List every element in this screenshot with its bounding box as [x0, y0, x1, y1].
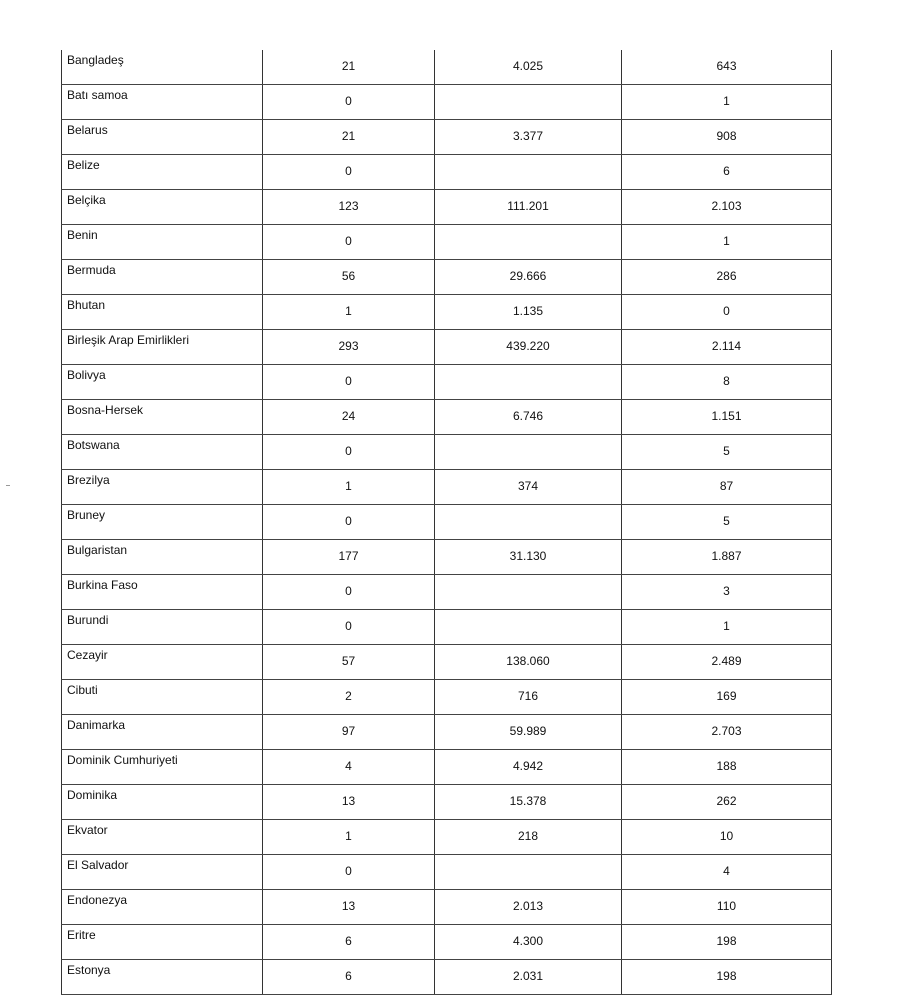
- value-cell-1: 0: [263, 225, 435, 260]
- value-cell-2: 31.130: [435, 540, 622, 575]
- value-cell-3: 1: [622, 225, 832, 260]
- value-cell-3: 188: [622, 750, 832, 785]
- country-cell: Eritre: [62, 925, 263, 960]
- country-cell: Endonezya: [62, 890, 263, 925]
- value-cell-3: 5: [622, 505, 832, 540]
- value-cell-2: 374: [435, 470, 622, 505]
- table-row: [62, 155, 832, 190]
- value-cell-3: 286: [622, 260, 832, 295]
- value-cell-3: 2.114: [622, 330, 832, 365]
- value-cell-2: [435, 855, 622, 890]
- value-cell-3: 2.703: [622, 715, 832, 750]
- table-row: [62, 435, 832, 470]
- country-cell: Belize: [62, 155, 263, 190]
- country-cell: Cezayir: [62, 645, 263, 680]
- table-row: [62, 260, 832, 295]
- value-cell-3: 1.887: [622, 540, 832, 575]
- value-cell-2: 1.135: [435, 295, 622, 330]
- value-cell-3: 0: [622, 295, 832, 330]
- table-row: [62, 820, 832, 855]
- value-cell-2: [435, 435, 622, 470]
- value-cell-1: 13: [263, 785, 435, 820]
- value-cell-2: [435, 610, 622, 645]
- value-cell-1: 6: [263, 960, 435, 995]
- table-row: [62, 715, 832, 750]
- value-cell-3: 2.103: [622, 190, 832, 225]
- country-cell: Ekvator: [62, 820, 263, 855]
- value-cell-3: 643: [622, 50, 832, 85]
- value-cell-2: 138.060: [435, 645, 622, 680]
- country-cell: Botswana: [62, 435, 263, 470]
- table-row: [62, 330, 832, 365]
- value-cell-3: 1: [622, 85, 832, 120]
- value-cell-1: 1: [263, 295, 435, 330]
- value-cell-1: 0: [263, 505, 435, 540]
- value-cell-1: 0: [263, 610, 435, 645]
- country-cell: Birleşik Arap Emirlikleri: [62, 330, 263, 365]
- value-cell-1: 2: [263, 680, 435, 715]
- value-cell-2: 4.300: [435, 925, 622, 960]
- country-cell: Bolivya: [62, 365, 263, 400]
- table-row: [62, 190, 832, 225]
- table-row: [62, 50, 832, 85]
- table-row: [62, 400, 832, 435]
- value-cell-1: 0: [263, 155, 435, 190]
- value-cell-3: 908: [622, 120, 832, 155]
- value-cell-3: 1.151: [622, 400, 832, 435]
- value-cell-3: 87: [622, 470, 832, 505]
- value-cell-1: 0: [263, 365, 435, 400]
- value-cell-2: 6.746: [435, 400, 622, 435]
- value-cell-2: 716: [435, 680, 622, 715]
- value-cell-2: 15.378: [435, 785, 622, 820]
- table-row: [62, 120, 832, 155]
- country-cell: Belarus: [62, 120, 263, 155]
- table-row: [62, 85, 832, 120]
- value-cell-2: 111.201: [435, 190, 622, 225]
- value-cell-1: 0: [263, 435, 435, 470]
- table-row: [62, 540, 832, 575]
- value-cell-1: 56: [263, 260, 435, 295]
- table-row: [62, 610, 832, 645]
- table-row: [62, 855, 832, 890]
- value-cell-1: 0: [263, 575, 435, 610]
- table-row: [62, 645, 832, 680]
- table-row: [62, 365, 832, 400]
- country-cell: Belçika: [62, 190, 263, 225]
- country-cell: Bermuda: [62, 260, 263, 295]
- value-cell-2: 218: [435, 820, 622, 855]
- country-cell: Estonya: [62, 960, 263, 995]
- value-cell-3: 169: [622, 680, 832, 715]
- country-cell: Bhutan: [62, 295, 263, 330]
- value-cell-1: 6: [263, 925, 435, 960]
- country-cell: Brezilya: [62, 470, 263, 505]
- value-cell-3: 110: [622, 890, 832, 925]
- value-cell-1: 293: [263, 330, 435, 365]
- table-row: [62, 225, 832, 260]
- value-cell-3: 8: [622, 365, 832, 400]
- value-cell-3: 5: [622, 435, 832, 470]
- value-cell-1: 4: [263, 750, 435, 785]
- value-cell-2: [435, 365, 622, 400]
- value-cell-2: 4.942: [435, 750, 622, 785]
- country-cell: Dominik Cumhuriyeti: [62, 750, 263, 785]
- value-cell-3: 198: [622, 925, 832, 960]
- country-cell: Burkina Faso: [62, 575, 263, 610]
- scan-speck: [6, 485, 10, 486]
- value-cell-1: 57: [263, 645, 435, 680]
- value-cell-3: 10: [622, 820, 832, 855]
- table-row: [62, 750, 832, 785]
- value-cell-2: [435, 85, 622, 120]
- value-cell-2: 439.220: [435, 330, 622, 365]
- value-cell-1: 0: [263, 855, 435, 890]
- country-cell: Dominika: [62, 785, 263, 820]
- country-cell: Benin: [62, 225, 263, 260]
- value-cell-1: 97: [263, 715, 435, 750]
- value-cell-1: 177: [263, 540, 435, 575]
- value-cell-1: 123: [263, 190, 435, 225]
- value-cell-2: 2.031: [435, 960, 622, 995]
- country-cell: Bangladeş: [62, 50, 263, 85]
- value-cell-2: 59.989: [435, 715, 622, 750]
- value-cell-3: 4: [622, 855, 832, 890]
- value-cell-2: 4.025: [435, 50, 622, 85]
- value-cell-1: 21: [263, 50, 435, 85]
- value-cell-2: [435, 575, 622, 610]
- table-row: [62, 890, 832, 925]
- value-cell-1: 21: [263, 120, 435, 155]
- value-cell-3: 198: [622, 960, 832, 995]
- value-cell-2: [435, 225, 622, 260]
- country-cell: Burundi: [62, 610, 263, 645]
- value-cell-2: 3.377: [435, 120, 622, 155]
- value-cell-3: 3: [622, 575, 832, 610]
- value-cell-3: 1: [622, 610, 832, 645]
- country-cell: Danimarka: [62, 715, 263, 750]
- country-cell: Bulgaristan: [62, 540, 263, 575]
- table-row: [62, 925, 832, 960]
- value-cell-1: 24: [263, 400, 435, 435]
- value-cell-3: 6: [622, 155, 832, 190]
- value-cell-2: [435, 505, 622, 540]
- value-cell-1: 1: [263, 470, 435, 505]
- table-row: [62, 470, 832, 505]
- table-row: [62, 295, 832, 330]
- country-cell: Bruney: [62, 505, 263, 540]
- value-cell-2: 29.666: [435, 260, 622, 295]
- value-cell-3: 262: [622, 785, 832, 820]
- table-row: [62, 785, 832, 820]
- country-cell: Bosna-Hersek: [62, 400, 263, 435]
- table-body: [62, 50, 832, 995]
- country-cell: Batı samoa: [62, 85, 263, 120]
- table-row: [62, 680, 832, 715]
- value-cell-2: 2.013: [435, 890, 622, 925]
- value-cell-1: 0: [263, 85, 435, 120]
- country-cell: Cibuti: [62, 680, 263, 715]
- table-row: [62, 575, 832, 610]
- value-cell-1: 1: [263, 820, 435, 855]
- value-cell-3: 2.489: [622, 645, 832, 680]
- value-cell-1: 13: [263, 890, 435, 925]
- value-cell-2: [435, 155, 622, 190]
- country-statistics-table: [61, 50, 832, 995]
- table-row: [62, 960, 832, 995]
- country-cell: El Salvador: [62, 855, 263, 890]
- table-row: [62, 505, 832, 540]
